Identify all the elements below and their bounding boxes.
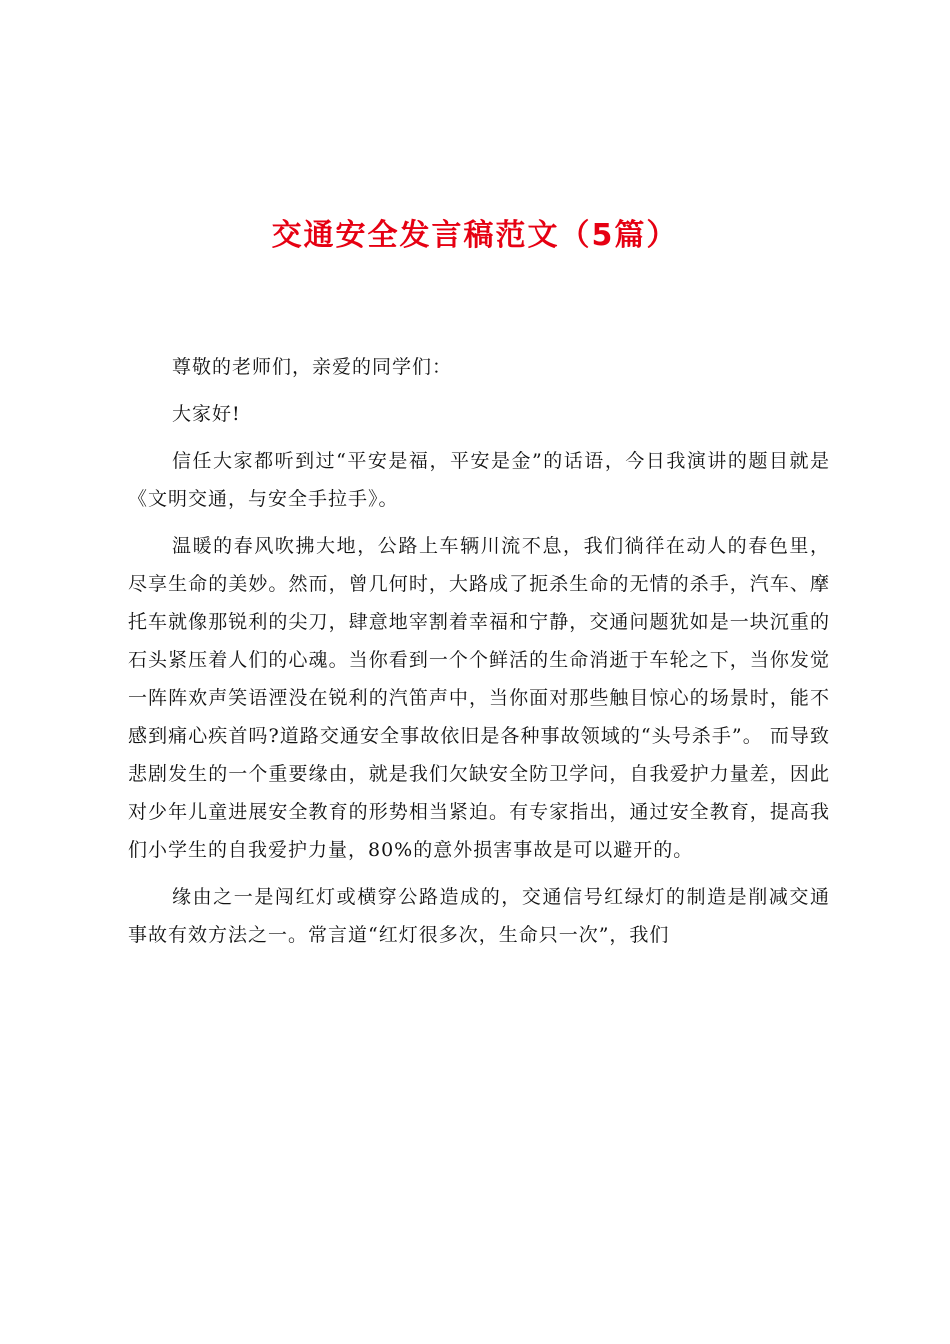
hello-paragraph: 大家好! — [172, 403, 241, 425]
body-paragraph: 温暖的春风吹拂大地，公路上车辆川流不息，我们徜徉在动人的春色里，尽享生命的美妙。然而，曾几何时，大路成了扼杀生命的无情的杀手，汽车、摩托车就像那锐利的尖刀，肆意地宰割着幸福和宁静，交通问题犹如是一块沉重的石头紧压着人们的心魂。当你看到一个个鲜活的生命消逝于车轮之下，当你发觉一阵阵欢声笑语湮没在锐利的汽笛声中，当你面对那些触目惊心的场景时，能不感到痛心疾首吗?道路交通安全事故依旧是各种事故领域的“头号杀手”。 而导致悲剧发生的一个重要缘由，就是我们欠缺安全防卫学问，自我爱护力量差，因此对少年儿童进展安全教育的形势相当紧迫。有专家指出，通过安全教育，提高我们小学生的自我爱护力量，80%的意外损害事故是可以避开的。 — [128, 535, 830, 861]
greeting-paragraph: 尊敬的老师们，亲爱的同学们： — [172, 356, 453, 378]
document-body — [128, 348, 830, 963]
intro-paragraph: 信任大家都听到过“平安是福，平安是金”的话语，今日我演讲的题目就是《文明交通，与安全手拉手》。 — [128, 450, 830, 510]
document-title: 交通安全发言稿范文（5篇） — [271, 218, 679, 253]
reason-paragraph: 缘由之一是闯红灯或横穿公路造成的，交通信号红绿灯的制造是削减交通事故有效方法之一。常言道“红灯很多次，生命只一次”，我们 — [128, 886, 830, 946]
